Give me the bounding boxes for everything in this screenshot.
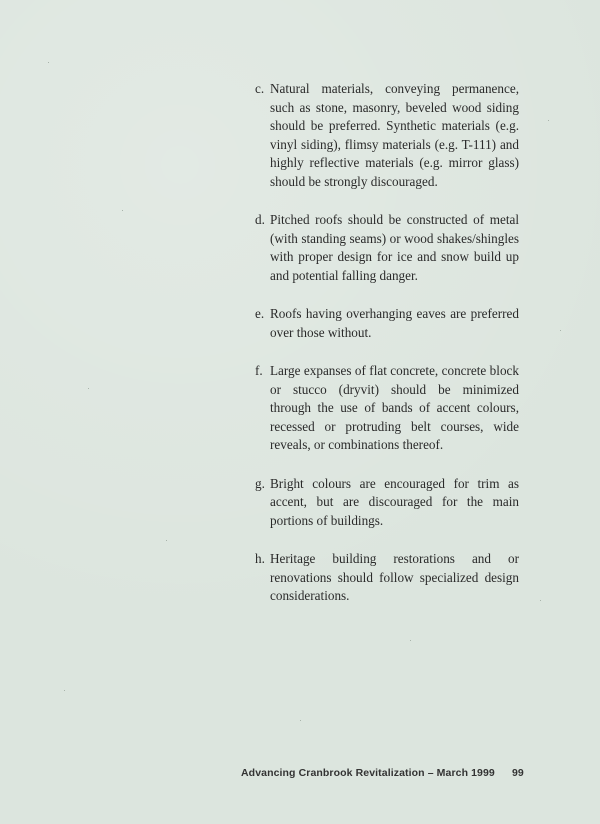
- list-item-e: [255, 305, 519, 342]
- list-item-g: [255, 475, 519, 531]
- paper-speck: [48, 62, 49, 63]
- page-number: 99: [512, 767, 524, 779]
- list-item-letter: g.: [255, 475, 265, 491]
- list-item-text: Bright colours are encouraged for trim as accent, but are discouraged for the main portions of buildings.: [270, 475, 519, 528]
- paper-speck: [122, 210, 123, 211]
- guidelines-list: [255, 80, 519, 626]
- paper-speck: [88, 388, 89, 389]
- list-item-text: Natural materials, conveying permanence, such as stone, masonry, beveled wood siding should be preferred. Synthetic materials (e.g. vinyl siding), flimsy materials (e.g. T-111) and highly reflective materials (e.g. mirror glass) should be strongly discouraged.: [270, 81, 519, 189]
- paper-speck: [410, 640, 411, 641]
- list-item-letter: d.: [255, 212, 265, 227]
- list-item-letter: e.: [255, 306, 265, 321]
- list-item-h: [255, 550, 519, 606]
- footer-title: Advancing Cranbrook Revitalization – March 1999: [241, 767, 495, 779]
- list-item-c: [255, 80, 519, 191]
- paper-speck: [64, 690, 65, 691]
- paper-speck: [548, 120, 549, 121]
- list-item-text: Roofs having overhanging eaves are preferred over those without.: [270, 306, 519, 340]
- paper-speck: [166, 540, 167, 541]
- list-item-d: [255, 211, 519, 285]
- paper-speck: [560, 330, 561, 331]
- paper-speck: [300, 720, 301, 721]
- list-item-text: Pitched roofs should be constructed of metal (with standing seams) or wood shakes/shingles with proper design for ice and snow build up and potential falling danger.: [270, 212, 519, 283]
- list-item-letter: c.: [255, 81, 265, 96]
- list-item-f: [255, 362, 519, 455]
- paper-speck: [540, 600, 541, 601]
- list-item-text: Heritage building restorations and or renovations should follow specialized design considerations.: [270, 551, 519, 603]
- list-item-letter: f.: [255, 363, 263, 378]
- list-item-letter: h.: [255, 551, 265, 566]
- list-item-text: Large expanses of flat concrete, concrete block or stucco (dryvit) should be minimized through the use of bands of accent colours, recessed or protruding belt courses, wide reveals, or combinations thereof.: [270, 363, 519, 452]
